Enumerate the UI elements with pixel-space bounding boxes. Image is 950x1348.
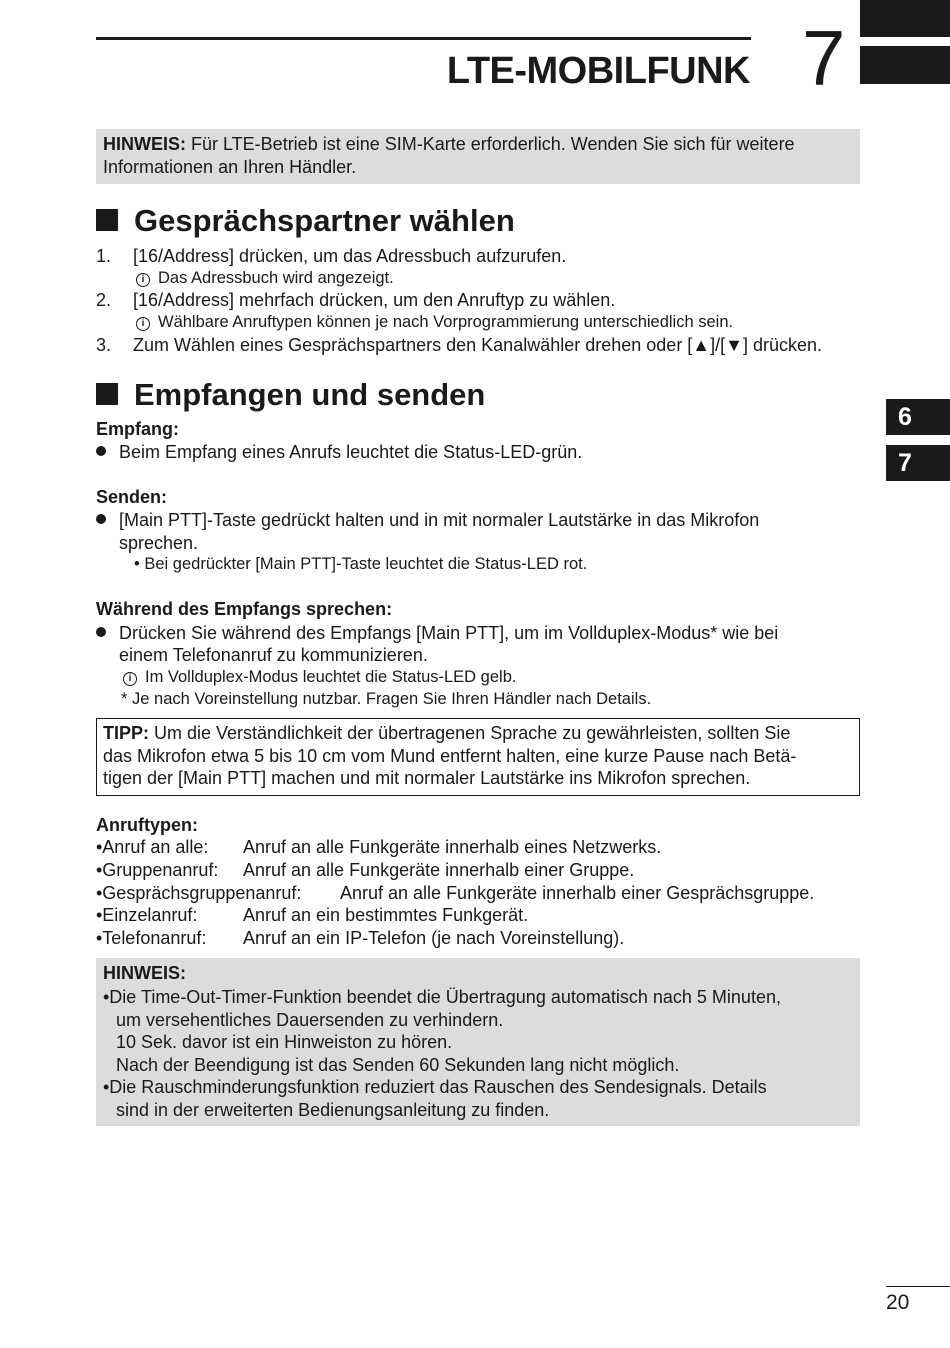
hinweis-1-line-2: Informationen an Ihren Händler.	[103, 157, 357, 177]
tipp-line-1	[103, 722, 790, 745]
hinweis-1-line-1	[103, 133, 795, 156]
corner-block-bottom	[860, 46, 950, 84]
hinweis-2-line: sind in der erweiterten Bedienungsanleitung zu finden.	[116, 1100, 550, 1120]
page-number: 20	[886, 1291, 910, 1314]
step-text: [16/Address] mehrfach drücken, um den Anruftyp zu wählen.	[133, 290, 616, 310]
anruftypen-label: Anruftypen:	[96, 815, 198, 835]
step-text: Zum Wählen eines Gesprächspartners den Kanalwähler drehen oder [▲]/[▼] drücken.	[133, 335, 822, 355]
hinweis-2-label: HINWEIS:	[103, 963, 186, 983]
anruftyp-term: •Gruppenanruf:	[96, 860, 219, 880]
senden-bullet-cont: sprechen.	[119, 533, 199, 553]
tipp-label: TIPP:	[103, 723, 150, 743]
chapter-number: 7	[802, 14, 846, 102]
tipp-line-3: tigen der [Main PTT] machen und mit normaler Lautstärke ins Mikrofon sprechen.	[103, 768, 751, 788]
section-heading-gespraechspartner	[96, 203, 515, 239]
senden-bullet	[96, 509, 759, 532]
info-icon: i	[123, 672, 137, 686]
senden-bullet-text: [Main PTT]-Taste gedrückt halten und in mit normaler Lautstärke in das Mikrofon	[119, 510, 760, 530]
waehrend-label: Während des Empfangs sprechen:	[96, 599, 393, 619]
hinweis-2-line: Nach der Beendigung ist das Senden 60 Sekunden lang nicht möglich.	[116, 1055, 680, 1075]
hinweis-2-line: •Die Time-Out-Timer-Funktion beendet die Übertragung automatisch nach 5 Minuten,	[103, 987, 781, 1007]
step-info-text: Das Adressbuch wird angezeigt.	[158, 269, 394, 287]
header-rule	[96, 37, 751, 40]
hinweis-1-text: Für LTE-Betrieb ist eine SIM-Karte erforderlich. Wenden Sie sich für weitere	[186, 134, 795, 154]
chapter-title: LTE-MOBILFUNK	[446, 50, 750, 92]
corner-block-top	[860, 0, 950, 37]
waehrend-bullet-text: Drücken Sie während des Empfangs [Main PTT], um im Vollduplex-Modus* wie bei	[119, 623, 779, 643]
anruftyp-term: •Anruf an alle:	[96, 837, 209, 857]
waehrend-footnote: * Je nach Voreinstellung nutzbar. Fragen Sie Ihren Händler nach Details.	[121, 690, 652, 708]
square-bullet-icon	[96, 383, 118, 405]
info-icon: i	[136, 317, 150, 331]
step-text: [16/Address] drücken, um das Adressbuch aufzurufen.	[133, 246, 567, 266]
empfang-bullet	[96, 441, 582, 464]
chapter-tab-6[interactable]: 6	[886, 399, 950, 435]
empfang-bullet-text: Beim Empfang eines Anrufs leuchtet die Status-LED-grün.	[119, 442, 583, 462]
anruftyp-term: •Gesprächsgruppenanruf:	[96, 883, 302, 903]
tipp-line-2: das Mikrofon etwa 5 bis 10 cm vom Mund entfernt halten, eine kurze Pause nach Betä-	[103, 746, 797, 766]
square-bullet-icon	[96, 209, 118, 231]
step-number: 2.	[96, 290, 112, 310]
hinweis-2-line: um versehentliches Dauersenden zu verhindern.	[116, 1010, 504, 1030]
section-heading-text: Gesprächspartner wählen	[134, 203, 515, 238]
waehrend-bullet-cont: einem Telefonanruf zu kommunizieren.	[119, 645, 428, 665]
anruftyp-term: •Einzelanruf:	[96, 905, 198, 925]
step-number: 1.	[96, 246, 112, 266]
senden-label: Senden:	[96, 487, 168, 507]
section-heading-text: Empfangen und senden	[134, 377, 486, 412]
anruftyp-term: •Telefonanruf:	[96, 928, 207, 948]
section-heading-empfangen	[96, 377, 485, 413]
info-icon: i	[136, 273, 150, 287]
anruftyp-desc: Anruf an alle Funkgeräte innerhalb einer Gesprächsgruppe.	[340, 883, 815, 903]
waehrend-bullet	[96, 622, 778, 645]
anruftyp-desc: Anruf an ein bestimmtes Funkgerät.	[243, 905, 529, 925]
waehrend-info	[123, 666, 516, 688]
step-info	[136, 267, 394, 289]
anruftyp-desc: Anruf an ein IP-Telefon (je nach Voreinstellung).	[243, 928, 625, 948]
hinweis-1-label: HINWEIS:	[103, 134, 186, 154]
page-number-rule	[886, 1286, 950, 1287]
bullet-dot-icon	[96, 627, 106, 637]
step-number: 3.	[96, 335, 112, 355]
chapter-tab-7[interactable]: 7	[886, 445, 950, 481]
senden-sub: • Bei gedrückter [Main PTT]-Taste leuchtet die Status-LED rot.	[134, 555, 588, 573]
empfang-label: Empfang:	[96, 419, 179, 439]
anruftyp-desc: Anruf an alle Funkgeräte innerhalb einer Gruppe.	[243, 860, 635, 880]
bullet-dot-icon	[96, 514, 106, 524]
bullet-dot-icon	[96, 446, 106, 456]
step-info-text: Wählbare Anruftypen können je nach Vorprogrammierung unterschiedlich sein.	[158, 313, 734, 331]
hinweis-2-line: 10 Sek. davor ist ein Hinweiston zu hören.	[116, 1032, 453, 1052]
tipp-text: Um die Verständlichkeit der übertragenen Sprache zu gewährleisten, sollten Sie	[149, 723, 791, 743]
hinweis-2-line: •Die Rauschminderungsfunktion reduziert das Rauschen des Sendesignals. Details	[103, 1077, 767, 1097]
step-info	[136, 311, 733, 333]
anruftyp-desc: Anruf an alle Funkgeräte innerhalb eines Netzwerks.	[243, 837, 662, 857]
waehrend-info-text: Im Vollduplex-Modus leuchtet die Status-LED gelb.	[145, 668, 517, 686]
